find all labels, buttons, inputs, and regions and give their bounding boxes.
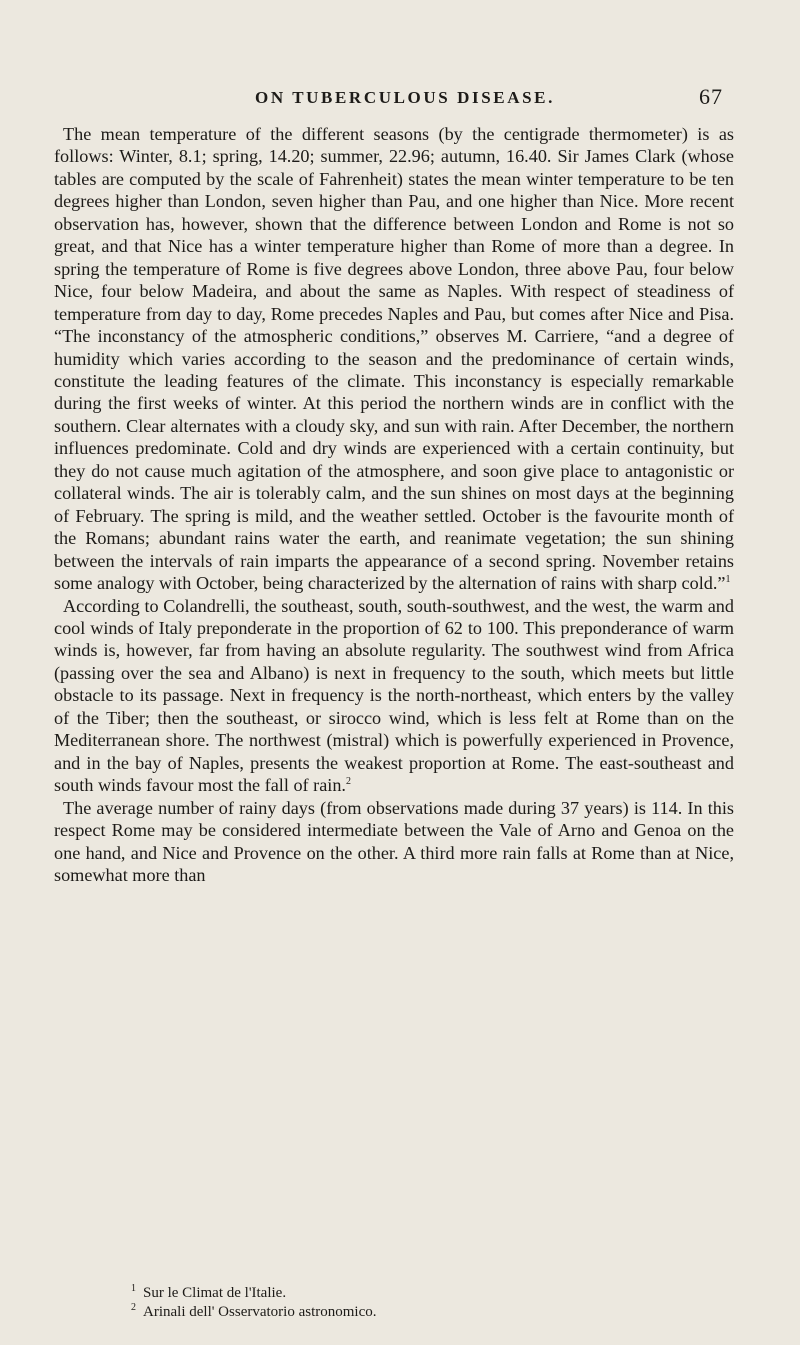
paragraph-temperature — [54, 123, 734, 595]
page-number: 67 — [699, 84, 723, 109]
footnote-text: Sur le Climat de l'Italie. — [143, 1285, 287, 1301]
paragraph-winds — [54, 595, 734, 797]
footnote-1: 1 Sur le Climat de l'Italie. — [131, 1283, 287, 1301]
footnote-reference: 1 — [725, 574, 731, 585]
paragraph-text: The average number of rainy days (from observations made during 37 years) is 114. In this respect Rome may be considered intermediate between the Vale of Arno and Genoa on the one hand, and Nice and Provence on the other. A third more rain falls at Rome than at Nice, somewhat more than — [54, 797, 734, 885]
footnotes — [131, 1284, 681, 1322]
footnote-text: Arinali dell' Osservatorio astronomico. — [143, 1304, 377, 1320]
footnote-reference: 2 — [345, 776, 351, 788]
paragraph-text: The mean temperature of the different seasons (by the centigrade thermometer) is as follows: Winter, 8.1; spring, 14.20; summer, 22.96; autumn, 16.40. Sir James Clark (whose tables are computed by the scale of Fahrenheit) states the mean winter temperature to be ten degrees higher than London, seven higher than Pau, and one higher than Nice. More recent observation has, however, shown that the difference between London and Rome is not so great, and that Nice has a winter temperature higher than Rome of more than a degree. In spring the temperature of Rome is five degrees above London, three above Pau, four below Nice, four below Madeira, and about the same as Naples. With respect of steadiness of temperature from day to day, Rome precedes Naples and Pau, but comes after Nice and Pisa. “The inconstancy of the atmospheric conditions,” observes M. Carriere, “and a degree of humidity which varies according to the season and the predominance of certain winds, constitute the leading features of the climate. This inconstancy is especially remarkable during the first weeks of winter. At this period the northern winds are in conflict with the southern. Clear alternates with a cloudy sky, and sun with rain. After December, the northern influences predominate. Cold and dry winds are experienced with a certain continuity, but they do not cause much agitation of the atmosphere, and soon give place to antagonistic or collateral winds. The air is tolerably calm, and the sun shines on most days at the beginning of February. The spring is mild, and the weather settled. October is the favourite month of the Romans; abundant rains water the earth, and reanimate vegetation; the sun shining between the intervals of rain imparts the appearance of a second spring. November retains some analogy with October, being characterized by the alternation of rains with sharp cold.” — [54, 124, 734, 594]
running-title: ON TUBERCULOUS DISEASE. — [255, 88, 555, 107]
paragraph-rainfall — [54, 797, 734, 887]
footnote-2: 2 Arinali dell' Osservatorio astronomico. — [131, 1302, 377, 1320]
body-text — [54, 123, 734, 886]
paragraph-text: According to Colandrelli, the southeast, south, south-southwest, and the west, the warm and cool winds of Italy preponderate in the proportion of 62 to 100. This preponderance of warm winds is, however, far from having an absolute regularity. The southwest wind from Africa (passing over the sea and Albano) is next in frequency to the south, which meets but little obstacle to its passage. Next in frequency is the north-northeast, which enters by the valley of the Tiber; then the southeast, or sirocco wind, which is less felt at Rome than on the Mediterranean shore. The northwest (mistral) which is powerfully experienced in Provence, and in the bay of Naples, presents the weakest proportion at Rome. The east-southeast and south winds favour most the fall of rain. — [54, 595, 734, 796]
